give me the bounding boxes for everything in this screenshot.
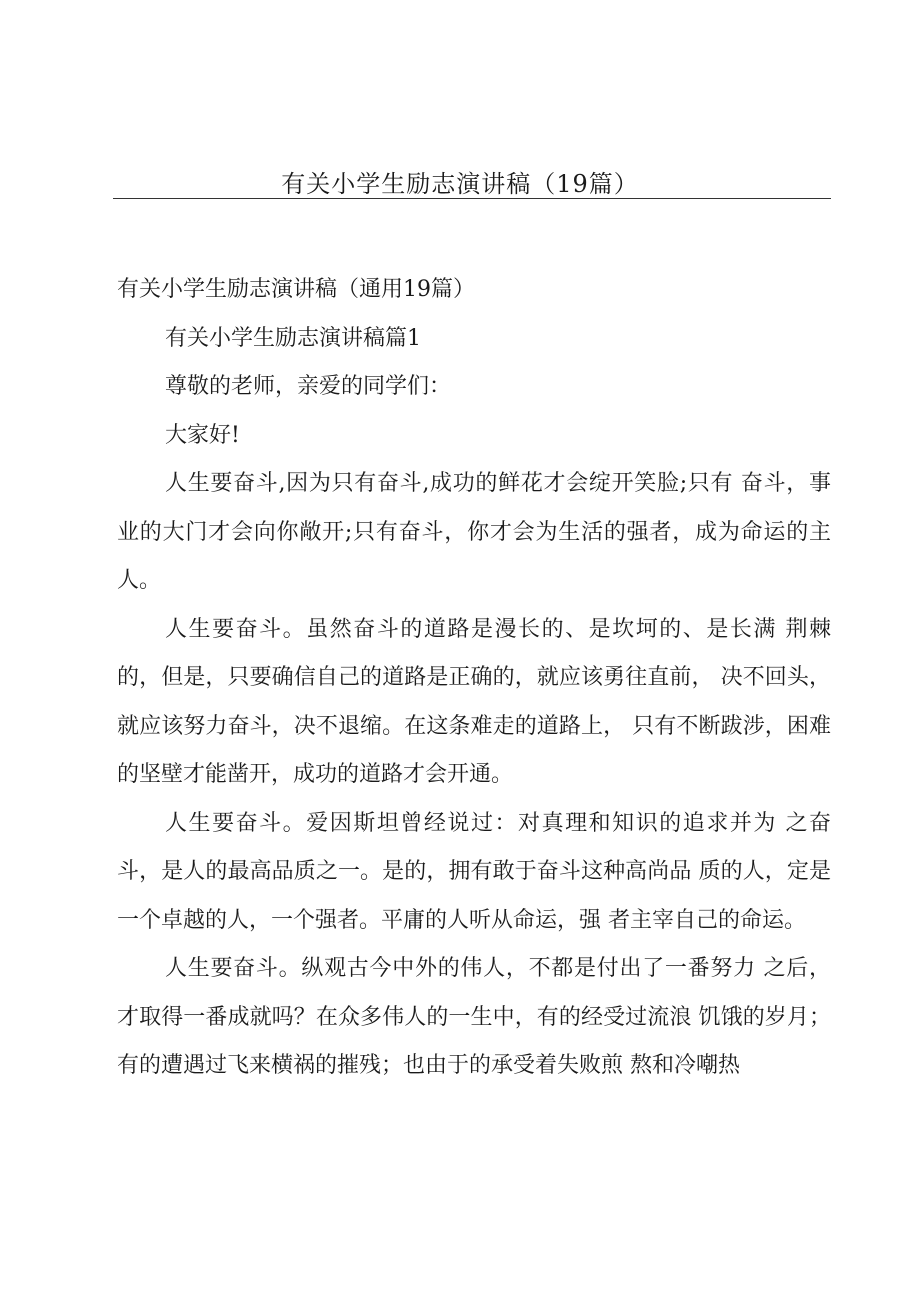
salutation: 尊敬的老师，亲爱的同学们： xyxy=(165,374,452,399)
document-title: 有关小学生励志演讲稿（19篇） xyxy=(281,170,639,198)
paragraph: 人生要奋斗。纵观古今中外的伟人，不都是付出了一番努力 之后，才取得一番成就吗？在众多伟人的一生中，有的经受过流浪 饥饿的岁月；有的遭遇过飞来横祸的摧残；也由于的承受着失败煎 熬和冷嘲热 xyxy=(117,956,831,1078)
subtitle: 有关小学生励志演讲稿（通用19篇） xyxy=(117,277,475,302)
document-body xyxy=(117,266,831,1091)
greeting: 大家好! xyxy=(165,422,240,448)
section-heading: 有关小学生励志演讲稿篇1 xyxy=(165,325,421,351)
paragraph: 人生要奋斗,因为只有奋斗,成功的鲜花才会绽开笑脸;只有 奋斗，事业的大门才会向你敞开;只有奋斗，你才会为生活的强者，成为命运的主人。 xyxy=(117,471,831,593)
title-underline xyxy=(113,198,831,199)
paragraph: 人生要奋斗。虽然奋斗的道路是漫长的、是坎坷的、是长满 荆棘的，但是，只要确信自己的道路是正确的，就应该勇往直前， 决不回头，就应该努力奋斗，决不退缩。在这条难走的道路上， 只有不断跋涉，困难的坚壁才能凿开，成功的道路才会开通。 xyxy=(117,616,831,787)
paragraph: 人生要奋斗。爱因斯坦曾经说过：对真理和知识的追求并为 之奋斗，是人的最高品质之一。是的，拥有敢于奋斗这种高尚品 质的人，定是一个卓越的人，一个强者。平庸的人听从命运，强 者主宰自己的命运。 xyxy=(117,810,831,933)
